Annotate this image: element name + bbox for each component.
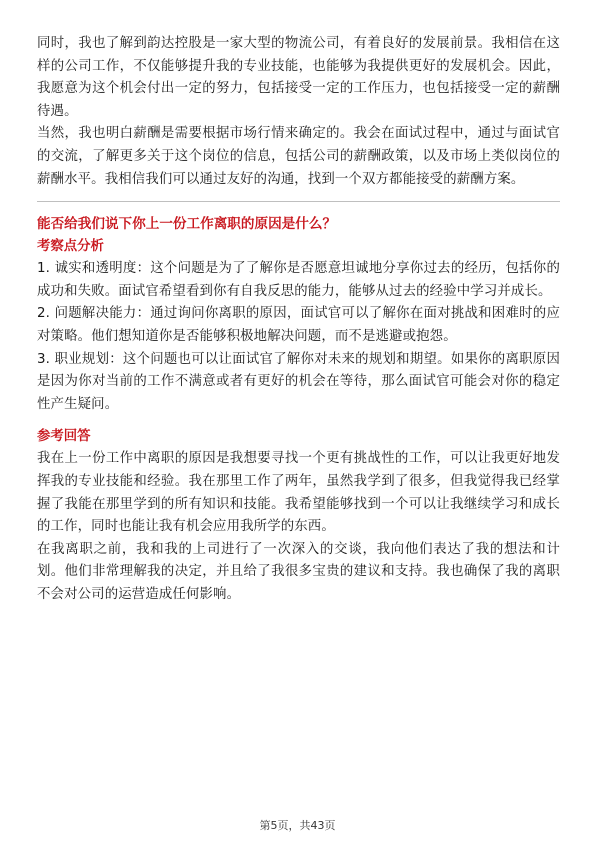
analysis-heading: 考察点分析 (37, 239, 104, 255)
section-divider (37, 201, 560, 202)
page-number: 第5页，共43页 (259, 819, 336, 832)
reference-paragraph: 我在上一份工作中离职的原因是我想要寻找一个更有挑战性的工作，可以让我更好地发挥我的专业技能和经验。我在那里工作了两年，虽然我学到了很多，但我觉得我已经掌握了我能在那里学到的所有知识和技能。我希望能够找到一个可以让我继续学习和成长的工作，同时也能让我有机会应用我所学的东西。 (37, 451, 560, 535)
reference-paragraph: 在我离职之前，我和我的上司进行了一次深入的交谈，我向他们表达了我的想法和计划。他们非常理解我的决定，并且给了我很多宝贵的建议和支持。我也确保了我的离职不会对公司的运营造成任何影响。 (37, 541, 560, 602)
intro-paragraph: 同时，我也了解到韵达控股是一家大型的物流公司，有着良好的发展前景。我相信在这样的公司工作，不仅能够提升我的专业技能，也能够为我提供更好的发展机会。因此，我愿意为这个机会付出一定的努力，包括接受一定的工作压力，也包括接受一定的薪酬待遇。 (37, 36, 560, 119)
analysis-point: 1. 诚实和透明度：这个问题是为了了解你是否愿意坦诚地分享你过去的经历，包括你的成功和失败。面试官希望看到你有自我反思的能力，能够从过去的经验中学习并成长。 (37, 261, 560, 299)
page-content (37, 33, 560, 606)
analysis-point: 3. 职业规划：这个问题也可以让面试官了解你对未来的规划和期望。如果你的离职原因是因为你对当前的工作不满意或者有更好的机会在等待，那么面试官可能会对你的稳定性产生疑问。 (37, 351, 560, 412)
analysis-point: 2. 问题解决能力：通过询问你离职的原因，面试官可以了解你在面对挑战和困难时的应对策略。他们想知道你是否能够积极地解决问题，而不是逃避或抱怨。 (37, 306, 560, 344)
reference-heading: 参考回答 (37, 429, 91, 445)
intro-paragraph: 当然，我也明白薪酬是需要根据市场行情来确定的。我会在面试过程中，通过与面试官的交流，了解更多关于这个岗位的信息，包括公司的薪酬政策，以及市场上类似岗位的薪酬水平。我相信我们可以通过友好的沟通，找到一个双方都能接受的薪酬方案。 (37, 126, 560, 187)
question-heading: 能否给我们说下你上一份工作离职的原因是什么？ (37, 216, 337, 233)
